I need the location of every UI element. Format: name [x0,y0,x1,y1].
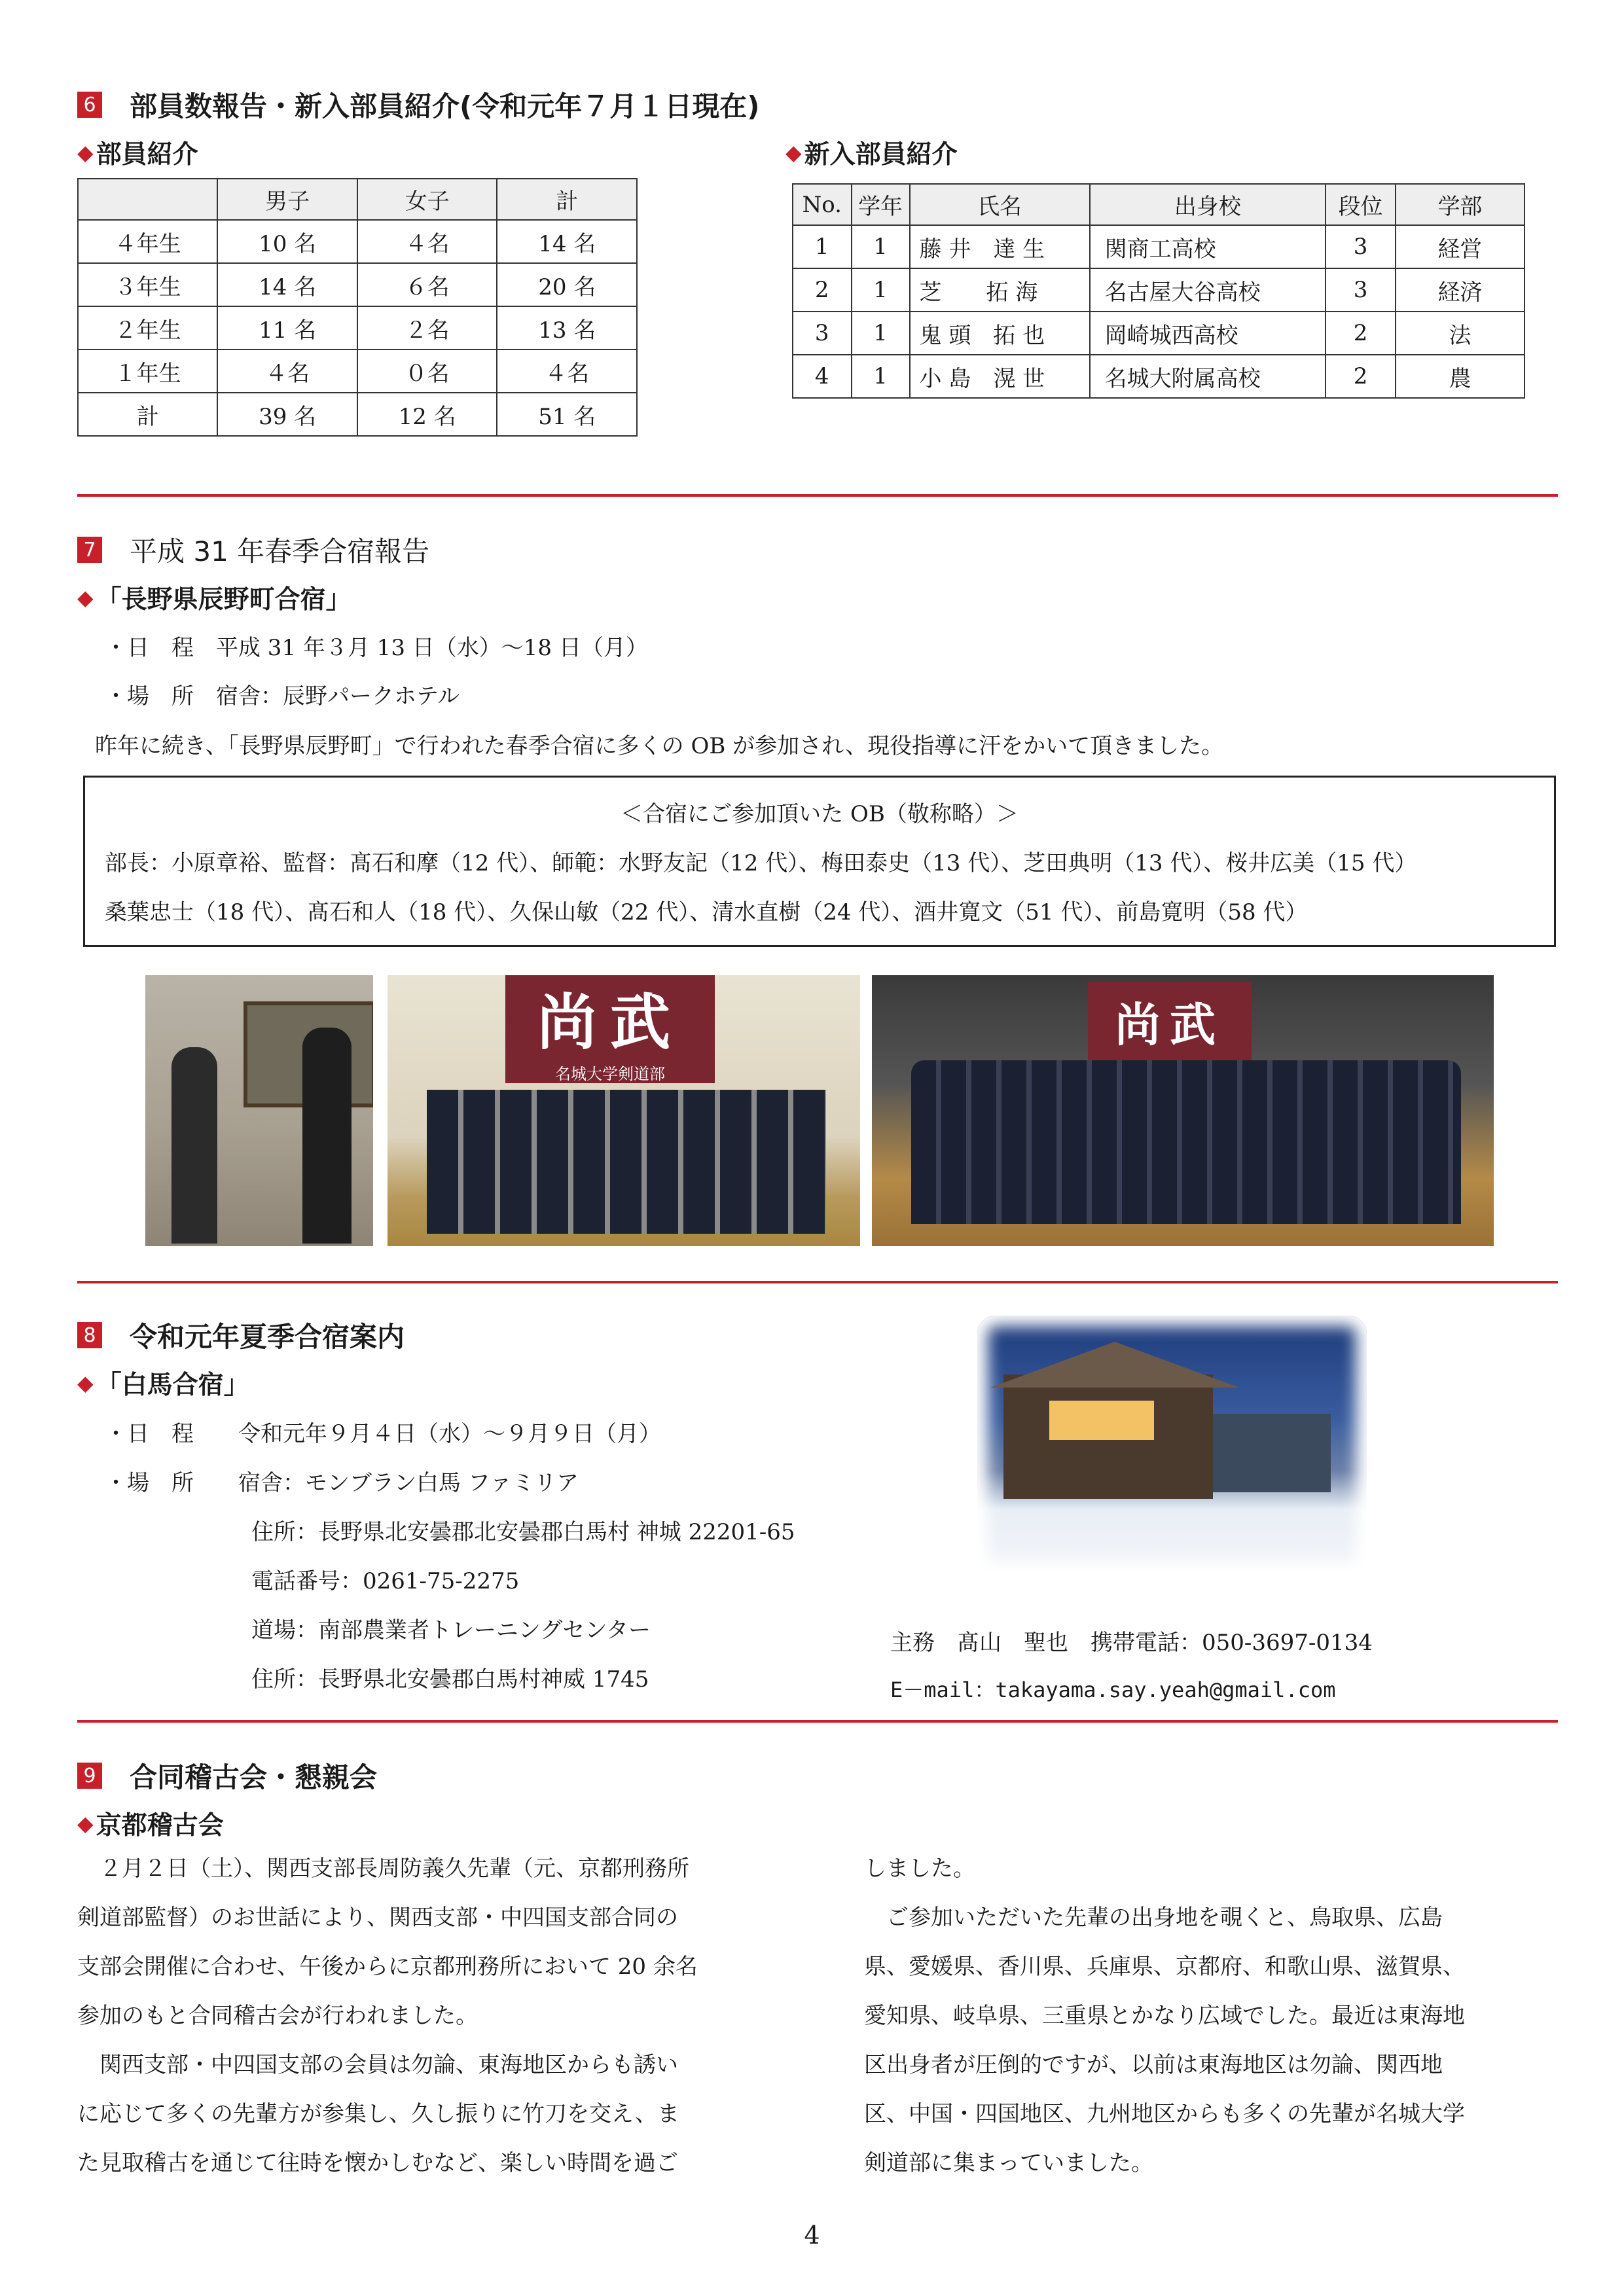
table-header-row [793,184,1525,225]
new-members-heading-text: 新入部員紹介 [804,140,958,170]
table-row [78,350,637,393]
table-cell: ４名 [497,350,637,393]
table-header-row [78,179,637,220]
section-title: 平成 31 年春季合宿報告 [130,535,430,567]
table-cell: 51 名 [497,393,637,436]
section-9-header [77,1756,377,1795]
section-6-header [77,85,759,124]
table-header-cell: 段位 [1326,184,1396,225]
diamond-icon: ◆ [785,140,802,165]
table-header-cell: 学部 [1396,184,1525,225]
banner-subtext: 名城大学剣道部 [555,1065,665,1083]
kyoto-subheading-text: 京都稽古会 [96,1811,224,1840]
table-cell: 4 [793,355,852,398]
table-row [793,225,1525,268]
dojo-name: 道場：南部農業者トレーニングセンター [251,1617,651,1643]
diamond-icon: ◆ [77,1371,94,1395]
table-cell: 39 名 [217,393,357,436]
table-cell: 20 名 [497,263,637,306]
table-header-cell: No. [793,184,852,225]
table-row [78,220,637,263]
person-shape [171,1047,217,1244]
section-divider [77,1720,1558,1723]
table-cell: 1 [793,225,852,268]
table-cell: 計 [78,393,217,436]
club-banner [505,975,715,1083]
section-8-header [77,1316,405,1355]
table-header-cell: 計 [497,179,637,220]
table-row [793,355,1525,398]
diamond-icon: ◆ [77,140,94,165]
table-cell: 3 [1326,268,1396,312]
lodging-address: 住所：長野県北安曇郡北安曇郡白馬村 神城 22201-65 [251,1519,795,1545]
members-heading [77,134,198,171]
kyoto-left-column: ２月２日（土）、関西支部長周防義久先輩（元、京都刑務所 剣道部監督）のお世話により、関西支部・中四国支部合同の 支部会開催に合わせ、午後からに京都刑務所において 20 余名 参加のもと合同稽古会が行われました。 関西支部・中四国支部の会員は勿論、東海地区からも誘い に応じて多くの先輩方が参集し、久し振りに竹刀を交え、ま た見取稽古を通じて往時を懐かしむなど、楽しい時間を過ご [77,1856,698,2176]
table-row [78,263,637,306]
table-cell: ０名 [357,350,497,393]
person-shape [302,1028,352,1244]
contact-person: 主務 髙山 聖也 携帯電話：050-3697-0134 [890,1630,1373,1656]
table-cell: 1 [852,312,910,355]
table-cell: 13 名 [497,306,637,350]
section-title: 合同稽古会・懇親会 [130,1761,378,1793]
table-cell: １年生 [78,350,217,393]
diamond-icon: ◆ [77,585,94,610]
table-row [793,312,1525,355]
table-cell: 小 島 滉 世 [910,355,1090,398]
kyoto-subheading [77,1805,224,1842]
table-cell: 鬼 頭 拓 也 [910,312,1090,355]
table-cell: 芝 拓 海 [910,268,1090,312]
section-divider [77,494,1558,497]
table-header-cell [78,179,217,220]
camp-subheading [77,1365,249,1401]
table-header-cell: 学年 [852,184,910,225]
table-header-cell: 男子 [217,179,357,220]
table-cell: 2 [1326,355,1396,398]
banner-text: 尚武 [1115,997,1225,1052]
banner-text: 尚武 [536,988,683,1058]
table-cell: ４名 [217,350,357,393]
table-total-row [78,393,637,436]
members-heading-text: 部員紹介 [96,140,198,170]
section-title: 令和元年夏季合宿案内 [130,1321,405,1353]
lodge-window-shape [1049,1401,1154,1440]
table-cell: ２年生 [78,306,217,350]
table-cell: 法 [1396,312,1525,355]
table-cell: ６名 [357,263,497,306]
table-header-cell: 女子 [357,179,497,220]
table-cell: 経営 [1396,225,1525,268]
table-cell: 名城大附属高校 [1090,355,1326,398]
summer-camp-date: ・日 程 令和元年９月４日（水）～９月９日（月） [105,1421,661,1447]
diamond-icon: ◆ [77,1811,94,1836]
table-cell: 2 [1326,312,1396,355]
table-cell: ４年生 [78,220,217,263]
section-number: 9 [77,1763,102,1789]
camp-place: ・場 所 宿舎：辰野パークホテル [105,683,460,709]
photo-presentation [145,975,373,1246]
table-cell: ３年生 [78,263,217,306]
ob-list-line: 部長：小原章裕、監督：髙石和摩（12 代）、師範：水野友記（12 代）、梅田泰史（13 代）、芝田典明（13 代）、桜井広美（15 代） [105,850,1417,876]
section-title: 部員数報告・新入部員紹介(令和元年７月１日現在) [130,90,760,122]
camp-subheading [77,579,352,616]
camp-subheading-text: 「白馬合宿」 [96,1371,249,1400]
club-banner [1088,982,1252,1060]
table-cell: ４名 [357,220,497,263]
table-header-cell: 出身校 [1090,184,1326,225]
photo-group-small [388,975,860,1246]
table-cell: 10 名 [217,220,357,263]
table-cell: 関商工高校 [1090,225,1326,268]
table-cell: 藤 井 達 生 [910,225,1090,268]
page-number: 4 [804,2221,820,2250]
table-cell: 名古屋大谷高校 [1090,268,1326,312]
new-members-heading [785,134,958,171]
table-cell: 14 名 [217,263,357,306]
group-people-shape [911,1060,1461,1224]
table-cell: 岡崎城西高校 [1090,312,1326,355]
section-number: 6 [77,92,102,118]
ob-box-title: ＜合宿にご参加頂いた OB（敬称略）＞ [621,801,1019,827]
table-cell: 3 [793,312,852,355]
section-7-header [77,530,429,569]
lodge-roof-shape [990,1342,1239,1388]
lodging-phone: 電話番号：0261-75-2275 [251,1568,520,1594]
table-cell: 2 [793,268,852,312]
kyoto-right-column: しました。 ご参加いただいた先輩の出身地を覗くと、鳥取県、広島 県、愛媛県、香川県、兵庫県、京都府、和歌山県、滋賀県、 愛知県、岐阜県、三重県とかなり広域でした。最近は東海地 区出身者が圧倒的ですが、以前は東海地区は勿論、関西地 区、中国・四国地区、九州地区からも多くの先輩が名城大学 剣道部に集まっていました。 [864,1856,1465,2176]
photo-lodge [977,1316,1367,1574]
members-table [77,178,638,437]
table-cell: ２名 [357,306,497,350]
section-number: 8 [77,1322,102,1348]
table-cell: 14 名 [497,220,637,263]
ob-participants-box [83,776,1556,947]
ob-list-line: 桑葉忠士（18 代）、髙石和人（18 代）、久保山敏（22 代）、清水直樹（24 代）、酒井寛文（51 代）、前島寛明（58 代） [105,899,1308,925]
section-divider [77,1281,1558,1283]
group-people-shape [427,1090,826,1234]
table-cell: 1 [852,355,910,398]
lodge-building-shape [1213,1414,1331,1492]
table-cell: 1 [852,268,910,312]
table-row [793,268,1525,312]
summer-camp-place: ・場 所 宿舎：モンブラン白馬 ファミリア [105,1470,579,1496]
table-cell: 1 [852,225,910,268]
photo-group-large [872,975,1494,1246]
camp-subheading-text: 「長野県辰野町合宿」 [96,585,352,615]
dojo-address: 住所：長野県北安曇郡白馬村神威 1745 [251,1666,649,1693]
camp-description: 昨年に続き、「長野県辰野町」で行われた春季合宿に多くの OB が参加され、現役指導に汗をかいて頂きました。 [95,733,1224,759]
camp-date: ・日 程 平成 31 年３月 13 日（水）～18 日（月） [105,635,648,661]
section-number: 7 [77,537,102,563]
table-cell: 12 名 [357,393,497,436]
new-members-table [792,183,1525,399]
table-cell: 経済 [1396,268,1525,312]
table-cell: 農 [1396,355,1525,398]
table-cell: 3 [1326,225,1396,268]
table-row [78,306,637,350]
contact-email[interactable]: E－mail：takayama.say.yeah@gmail.com [890,1677,1336,1702]
table-cell: 11 名 [217,306,357,350]
table-header-cell: 氏名 [910,184,1090,225]
